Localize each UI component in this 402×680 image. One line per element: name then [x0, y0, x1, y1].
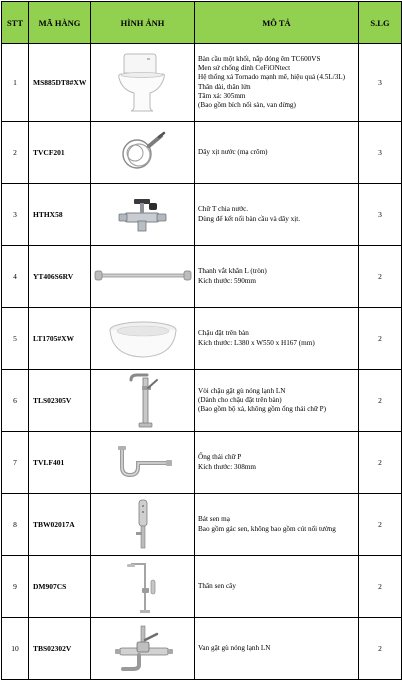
row-description: Thanh vắt khăn L (tròn) Kích thước: 590mm [195, 246, 359, 308]
row-stt: 9 [2, 556, 29, 618]
hand-shower-icon [128, 496, 158, 554]
row-quantity: 3 [359, 44, 402, 122]
table-row [2, 246, 402, 308]
row-description: Bát sen mạ Bao gồm gác sen, không bao gồm cút nối tường [195, 494, 359, 556]
shower-column-icon [125, 558, 161, 616]
t-valve-icon [113, 193, 173, 237]
row-description: Thân sen cây [195, 556, 359, 618]
row-stt: 6 [2, 370, 29, 432]
row-stt: 5 [2, 308, 29, 370]
table-row [2, 556, 402, 618]
row-description: Van gật gù nóng lạnh LN [195, 618, 359, 680]
row-stt: 8 [2, 494, 29, 556]
table-row [2, 494, 402, 556]
row-code: TLS02305V [29, 370, 91, 432]
product-image [91, 308, 195, 370]
row-description: Vòi chậu gật gù nóng lạnh LN (Dành cho chậu đặt trên bàn) (Bao gồm bộ xả, không gồm ống thải chữ P) [195, 370, 359, 432]
header-quantity: S.LG [359, 2, 402, 44]
row-stt: 1 [2, 44, 29, 122]
header-row [2, 2, 402, 44]
product-image [91, 370, 195, 432]
row-code: TBS02302V [29, 618, 91, 680]
row-quantity: 2 [359, 246, 402, 308]
row-stt: 3 [2, 184, 29, 246]
row-quantity: 2 [359, 618, 402, 680]
row-quantity: 2 [359, 494, 402, 556]
product-image [91, 556, 195, 618]
tall-faucet-icon [123, 372, 163, 430]
product-image [91, 184, 195, 246]
row-code: LT1705#XW [29, 308, 91, 370]
row-stt: 4 [2, 246, 29, 308]
header-code: MÃ HÀNG [29, 2, 91, 44]
product-image [91, 122, 195, 184]
p-trap-icon [110, 443, 176, 483]
product-image [91, 44, 195, 122]
header-stt: STT [2, 2, 29, 44]
mixer-valve-icon [105, 620, 181, 678]
row-description: Ống thải chữ P Kích thước: 308mm [195, 432, 359, 494]
row-stt: 2 [2, 122, 29, 184]
row-code: TVCF201 [29, 122, 91, 184]
row-code: HTHX58 [29, 184, 91, 246]
row-quantity: 2 [359, 556, 402, 618]
row-code: TVLF401 [29, 432, 91, 494]
product-image [91, 246, 195, 308]
table-row [2, 44, 402, 122]
row-stt: 10 [2, 618, 29, 680]
table-row [2, 370, 402, 432]
product-table [1, 1, 402, 680]
towel-bar-icon [93, 262, 193, 292]
row-quantity: 2 [359, 308, 402, 370]
row-code: DM907CS [29, 556, 91, 618]
bidet-sprayer-icon [115, 126, 171, 180]
row-quantity: 2 [359, 370, 402, 432]
table-row [2, 184, 402, 246]
row-quantity: 3 [359, 122, 402, 184]
row-description: Bàn cầu một khối, nắp đóng êm TC600VS Men sứ chống dính CeFiONtect Hệ thống xả Tornado mạnh mẽ, hiệu quả (4.5L/3L) Thân dài, thân lửn Tâm xả: 305mm (Bao gồm bích nối sàn, van dừng) [195, 44, 359, 122]
row-stt: 7 [2, 432, 29, 494]
header-image: HÌNH ẢNH [91, 2, 195, 44]
row-description: Chữ T chia nước. Dùng để kết nối bàn cầu và dây xịt. [195, 184, 359, 246]
table-row [2, 308, 402, 370]
product-image [91, 432, 195, 494]
product-image [91, 618, 195, 680]
toilet-icon [113, 50, 173, 116]
row-quantity: 3 [359, 184, 402, 246]
row-description: Chậu đặt trên bàn Kích thước: L380 x W550 x H167 (mm) [195, 308, 359, 370]
table-row [2, 122, 402, 184]
row-code: TBW02017A [29, 494, 91, 556]
row-code: YT406S6RV [29, 246, 91, 308]
basin-icon [105, 316, 181, 362]
product-image [91, 494, 195, 556]
table-row [2, 432, 402, 494]
header-description: MÔ TẢ [195, 2, 359, 44]
table-row [2, 618, 402, 680]
row-code: MS885DT8#XW [29, 44, 91, 122]
row-quantity: 2 [359, 432, 402, 494]
row-description: Dây xịt nước (mạ crôm) [195, 122, 359, 184]
